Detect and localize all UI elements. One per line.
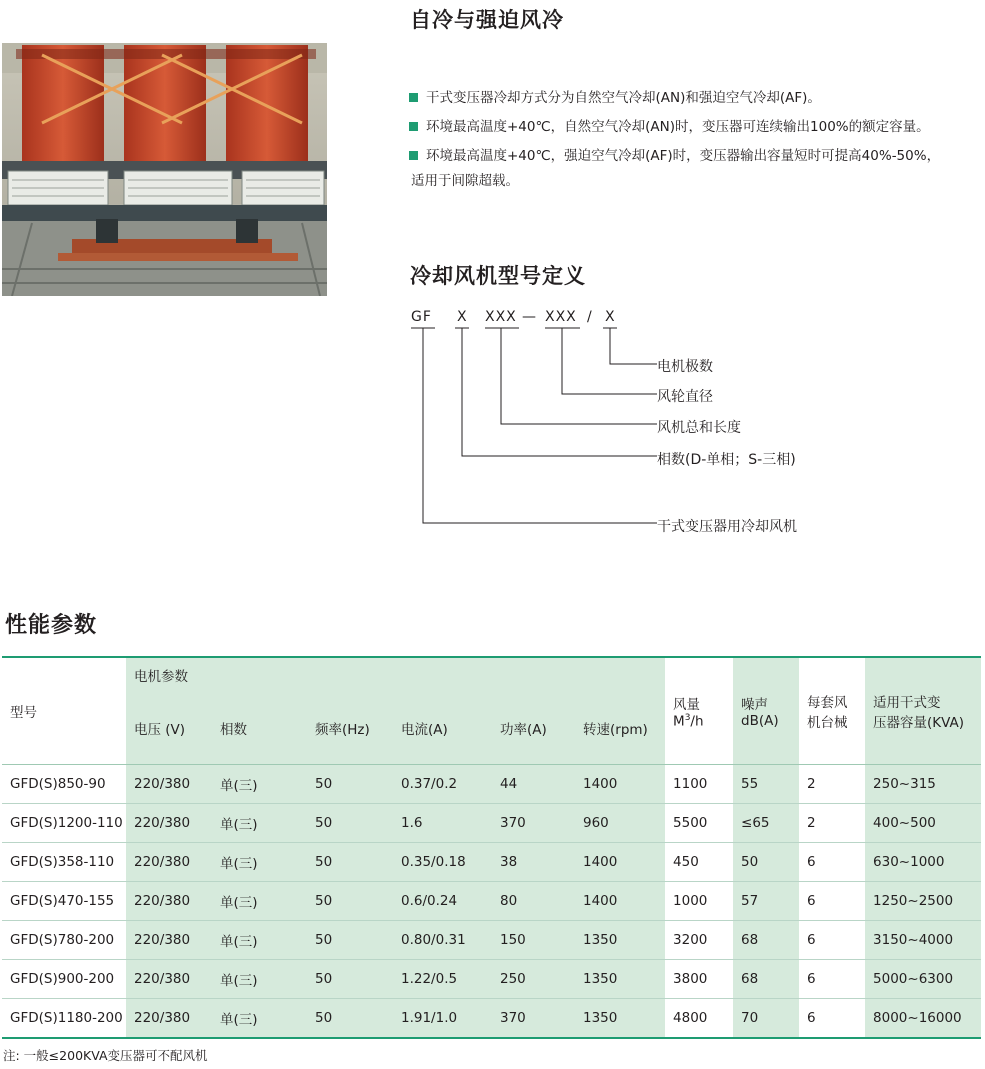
performance-title: 性能参数	[5, 613, 98, 638]
green-square-icon	[409, 122, 418, 131]
cell-frequency: 50	[307, 999, 393, 1039]
cell-airflow: 450	[665, 843, 733, 882]
cooling-bullets	[408, 84, 984, 192]
cell-current: 1.91/1.0	[393, 999, 492, 1039]
cell-power: 370	[492, 804, 575, 843]
cell-frequency: 50	[307, 921, 393, 960]
header-motor-params: 电机参数	[126, 657, 665, 692]
performance-table-body	[2, 765, 981, 1039]
label-length: 风机总和长度	[657, 420, 741, 436]
cell-noise: 55	[733, 765, 799, 804]
cell-fans: 6	[799, 921, 865, 960]
cell-capacity: 5000~6300	[865, 960, 981, 999]
cell-model: GFD(S)1180-200	[2, 999, 126, 1039]
cell-voltage: 220/380	[126, 999, 212, 1039]
bullet-item	[408, 142, 984, 192]
cell-speed: 1400	[575, 765, 665, 804]
table-row	[2, 765, 981, 804]
cell-noise: 50	[733, 843, 799, 882]
noise-unit: dB(A)	[741, 713, 779, 729]
code-x1: X	[457, 309, 468, 325]
green-square-icon	[409, 151, 418, 160]
cell-current: 0.6/0.24	[393, 882, 492, 921]
noise-label: 噪声	[741, 697, 769, 713]
cell-noise: 57	[733, 882, 799, 921]
cell-power: 250	[492, 960, 575, 999]
label-poles: 电机极数	[657, 359, 713, 375]
cell-power: 38	[492, 843, 575, 882]
airflow-unit-sup: 3	[684, 712, 691, 723]
performance-table	[2, 656, 981, 1039]
header-model: 型号	[2, 657, 126, 765]
cooling-title: 自冷与强迫风冷	[410, 8, 564, 32]
cell-frequency: 50	[307, 804, 393, 843]
capacity-line1: 适用干式变	[873, 695, 941, 711]
cell-airflow: 5500	[665, 804, 733, 843]
header-power: 功率(A)	[492, 692, 575, 765]
cell-power: 80	[492, 882, 575, 921]
cell-speed: 1400	[575, 843, 665, 882]
header-fans-per-set	[799, 657, 865, 765]
cell-current: 1.6	[393, 804, 492, 843]
cell-airflow: 1100	[665, 765, 733, 804]
header-airflow	[665, 657, 733, 765]
cell-power: 370	[492, 999, 575, 1039]
cell-voltage: 220/380	[126, 960, 212, 999]
cell-airflow: 3200	[665, 921, 733, 960]
cell-capacity: 250~315	[865, 765, 981, 804]
cell-phase: 单(三)	[212, 843, 307, 882]
cell-current: 1.22/0.5	[393, 960, 492, 999]
cell-voltage: 220/380	[126, 765, 212, 804]
cell-frequency: 50	[307, 765, 393, 804]
header-voltage: 电压 (V)	[126, 692, 212, 765]
table-row	[2, 804, 981, 843]
cell-frequency: 50	[307, 960, 393, 999]
header-speed: 转速(rpm)	[575, 692, 665, 765]
cell-fans: 2	[799, 765, 865, 804]
cell-airflow: 3800	[665, 960, 733, 999]
transformer-photo	[2, 43, 327, 296]
cell-capacity: 400~500	[865, 804, 981, 843]
cell-speed: 960	[575, 804, 665, 843]
cell-voltage: 220/380	[126, 804, 212, 843]
cell-noise: 68	[733, 921, 799, 960]
cell-capacity: 1250~2500	[865, 882, 981, 921]
code-gf: GF	[411, 309, 432, 325]
bullet-text: 干式变压器冷却方式分为自然空气冷却(AN)和强迫空气冷却(AF)。	[426, 90, 821, 106]
cell-fans: 6	[799, 843, 865, 882]
cell-voltage: 220/380	[126, 843, 212, 882]
fans-per-set-line2: 机台械	[807, 715, 848, 731]
model-code-diagram	[405, 306, 835, 546]
code-xxx1: XXX	[485, 309, 517, 325]
header-frequency: 频率(Hz)	[307, 692, 393, 765]
cell-capacity: 630~1000	[865, 843, 981, 882]
bullet-item	[408, 113, 984, 142]
cell-phase: 单(三)	[212, 960, 307, 999]
green-square-icon	[409, 93, 418, 102]
cell-speed: 1350	[575, 960, 665, 999]
model-def-title: 冷却风机型号定义	[410, 264, 586, 288]
table-row	[2, 843, 981, 882]
cell-capacity: 8000~16000	[865, 999, 981, 1039]
cell-power: 44	[492, 765, 575, 804]
cell-speed: 1350	[575, 921, 665, 960]
code-x2: X	[605, 309, 616, 325]
cell-phase: 单(三)	[212, 765, 307, 804]
cell-phase: 单(三)	[212, 804, 307, 843]
footnote: 注: 一般≤200KVA变压器可不配风机	[3, 1048, 208, 1063]
table-row	[2, 960, 981, 999]
cell-capacity: 3150~4000	[865, 921, 981, 960]
cell-noise: ≤65	[733, 804, 799, 843]
label-usage: 干式变压器用冷却风机	[657, 519, 797, 535]
code-slash: /	[587, 309, 593, 325]
cell-speed: 1400	[575, 882, 665, 921]
bullet-continuation: 适用于间隙超载。	[411, 173, 519, 189]
label-phase: 相数(D-单相；S-三相)	[657, 452, 796, 468]
bullet-text: 环境最高温度+40℃，强迫空气冷却(AF)时，变压器输出容量短时可提高40%-50%，	[426, 148, 941, 164]
cell-current: 0.35/0.18	[393, 843, 492, 882]
leader-lines	[405, 306, 835, 546]
cell-model: GFD(S)780-200	[2, 921, 126, 960]
cell-fans: 6	[799, 999, 865, 1039]
airflow-unit-base: M	[673, 713, 685, 730]
capacity-line2: 压器容量(KVA)	[873, 715, 965, 731]
airflow-unit-tail: /h	[690, 713, 704, 730]
cell-model: GFD(S)1200-110	[2, 804, 126, 843]
bullet-item	[408, 84, 984, 113]
fans-per-set-line1: 每套风	[807, 695, 848, 711]
table-row	[2, 921, 981, 960]
cell-model: GFD(S)850-90	[2, 765, 126, 804]
cell-model: GFD(S)470-155	[2, 882, 126, 921]
table-row	[2, 882, 981, 921]
cell-current: 0.80/0.31	[393, 921, 492, 960]
header-current: 电流(A)	[393, 692, 492, 765]
cell-fans: 2	[799, 804, 865, 843]
code-xxx2: XXX	[545, 309, 577, 325]
cell-voltage: 220/380	[126, 882, 212, 921]
cell-frequency: 50	[307, 882, 393, 921]
header-capacity	[865, 657, 981, 765]
cell-noise: 68	[733, 960, 799, 999]
cell-model: GFD(S)358-110	[2, 843, 126, 882]
cell-noise: 70	[733, 999, 799, 1039]
table-row	[2, 999, 981, 1039]
bullet-text: 环境最高温度+40℃，自然空气冷却(AN)时，变压器可连续输出100%的额定容量。	[426, 119, 930, 135]
airflow-label: 风量	[673, 696, 701, 713]
cell-current: 0.37/0.2	[393, 765, 492, 804]
cell-model: GFD(S)900-200	[2, 960, 126, 999]
header-phase: 相数	[212, 692, 307, 765]
cell-speed: 1350	[575, 999, 665, 1039]
cell-power: 150	[492, 921, 575, 960]
cell-fans: 6	[799, 882, 865, 921]
cell-airflow: 4800	[665, 999, 733, 1039]
cell-fans: 6	[799, 960, 865, 999]
header-noise	[733, 657, 799, 765]
cell-airflow: 1000	[665, 882, 733, 921]
cell-frequency: 50	[307, 843, 393, 882]
cell-phase: 单(三)	[212, 921, 307, 960]
label-diameter: 风轮直径	[657, 389, 713, 405]
cell-phase: 单(三)	[212, 882, 307, 921]
code-dash: —	[522, 309, 537, 325]
cell-voltage: 220/380	[126, 921, 212, 960]
cell-phase: 单(三)	[212, 999, 307, 1039]
